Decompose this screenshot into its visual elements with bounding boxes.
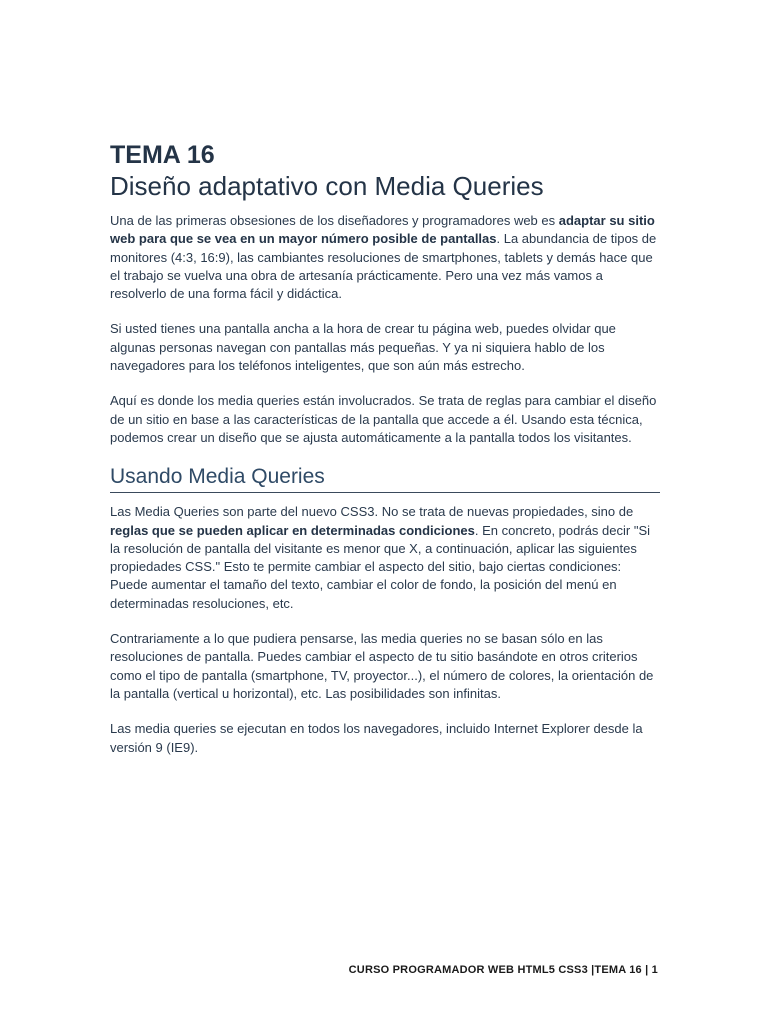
intro-paragraph-1-text: Una de las primeras obsesiones de los diseñadores y programadores web es xyxy=(110,213,559,228)
page-title: Diseño adaptativo con Media Queries xyxy=(110,171,544,201)
intro-paragraph-1-text-end: . La abundancia de tipos de monitores (4:3, 16:9), las cambiantes resoluciones de smartphones, tablets y demás hace que el trabajo se vuelva una obra de artesanía prácticamente. Pero una vez más vamos a resolverlo de una forma fácil y didáctica. xyxy=(110,231,657,302)
intro-paragraph-1 xyxy=(110,212,660,303)
intro-paragraph-2: Si usted tienes una pantalla ancha a la hora de crear tu página web, puedes olvidar que algunas personas navegan con pantallas más pequeñas. Y ya ni siquiera hablo de los navegadores para los teléfonos inteligentes, que son aún más estrecho. xyxy=(110,321,616,374)
page-footer: CURSO PROGRAMADOR WEB HTML5 CSS3 |TEMA 16 | 1 xyxy=(348,964,658,976)
section-paragraph-2: Contrariamente a lo que pudiera pensarse, las media queries no se basan sólo en las resoluciones de pantalla. Puedes cambiar el aspecto de tu sitio basándote en otros criterios como el tipo de pantalla (smartphone, TV, proyector...), el número de colores, la orientación de la pantalla (vertical u horizontal), etc. Las posibilidades son infinitas. xyxy=(110,631,654,701)
section-heading: Usando Media Queries xyxy=(110,464,660,493)
intro-paragraph-3: Aquí es donde los media queries están involucrados. Se trata de reglas para cambiar el diseño de un sitio en base a las características de la pantalla que accede a él. Usando esta técnica, podemos crear un diseño que se ajusta automáticamente a la pantalla todos los visitantes. xyxy=(110,393,657,445)
section-paragraph-1-bold: reglas que se pueden aplicar en determinadas condiciones xyxy=(110,522,475,538)
document-page xyxy=(110,140,660,774)
tema-number: TEMA 16 xyxy=(110,141,215,169)
intro-paragraph-1-bold: adaptar su sitio web para que se vea en un mayor número posible de pantallas xyxy=(110,213,655,247)
section-paragraph-1-text: Las Media Queries son parte del nuevo CSS3. No se trata de nuevas propiedades, sino de xyxy=(110,504,634,520)
section-paragraph-3: Las media queries se ejecutan en todos los navegadores, incluido Internet Explorer desde la versión 9 (IE9). xyxy=(110,721,643,755)
section-paragraph-1-text-end: . En concreto, podrás decir "Si la resolución de pantalla del visitante es menor que X, a continuación, aplicar las siguientes propiedades CSS." Esto te permite cambiar el aspecto del sitio, bajo ciertas condiciones: Puede aumentar el tamaño del texto, cambiar el color de fondo, la posición del menú en determinadas resoluciones, etc. xyxy=(110,522,651,611)
section-paragraph-1 xyxy=(110,503,660,613)
